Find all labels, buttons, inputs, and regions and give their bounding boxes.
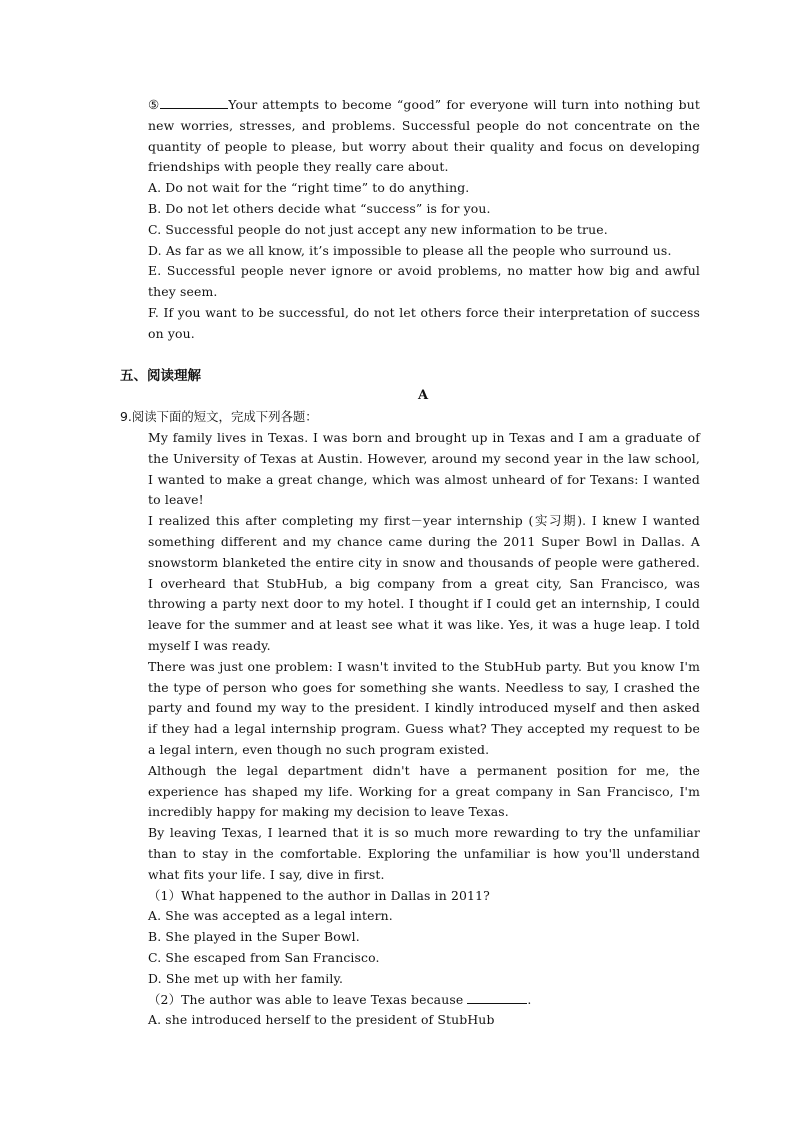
passage-letter: A — [417, 388, 429, 403]
option-b: B. Do not let others decide what “success” is for you. — [148, 200, 491, 216]
previous-question-block — [148, 95, 700, 345]
item-5-text: Your attempts to become “good” for everyone will turn into nothing but new worries, stresses, and problems. Successful people do not concentrate on the quantity of people to please, but worry about their quality and focus on developing friendships with people they really care about. — [148, 97, 700, 175]
question-intro: 9.阅读下面的短文，完成下列各题： — [120, 409, 318, 424]
item-5-paragraph — [148, 95, 700, 178]
option-e: E. Successful people never ignore or avoid problems, no matter how big and awful they seem. — [148, 263, 700, 300]
question-1-stem: （1）What happened to the author in Dallas in 2011? — [148, 887, 490, 903]
item-5-marker: ⑤ — [148, 97, 161, 112]
passage-paragraph-4: Although the legal department didn't have a permanent position for me, the experience has shaped my life. Working for a great company in San Francisco, I'm incredibly happy for making my decision to leave Texas. — [148, 762, 700, 820]
question-2-option-a: A. she introduced herself to the president of StubHub — [148, 1012, 495, 1028]
question-2-stem-text: （2）The author was able to leave Texas because — [148, 991, 468, 1007]
section-heading: 五、阅读理解 — [120, 368, 201, 384]
option-c: C. Successful people do not just accept any new information to be true. — [148, 221, 608, 237]
question-1-option-c: C. She escaped from San Francisco. — [148, 949, 380, 965]
option-f: F. If you want to be successful, do not let others force their interpretation of success on you. — [148, 304, 700, 341]
passage-paragraph-3: There was just one problem: I wasn't invited to the StubHub party. But you know I'm the type of person who goes for something she wants. Needless to say, I crashed the party and found my way to the president. I kindly introduced myself and then asked if they had a legal internship program. Guess what? They accepted my request to be a legal intern, even though no such program existed. — [148, 658, 700, 757]
reading-passage — [148, 428, 700, 1031]
answer-blank — [160, 96, 228, 109]
question-1-option-d: D. She met up with her family. — [148, 970, 344, 986]
option-d: D. As far as we all know, it’s impossible to please all the people who surround us. — [148, 242, 672, 258]
passage-paragraph-5: By leaving Texas, I learned that it is so much more rewarding to try the unfamiliar than to stay in the comfortable. Exploring the unfamiliar is how you'll understand what fits your life. I say, dive in first. — [148, 825, 700, 882]
passage-paragraph-2: I realized this after completing my first－year internship (实习期). I knew I wanted something different and my chance came during the 2011 Super Bowl in Dallas. A snowstorm blanketed the entire city in snow and thousands of people were gathered. I overheard that StubHub, a big company from a great city, San Francisco, was throwing a party next door to my hotel. I thought if I could get an internship, I could leave for the summer and at least see what it was like. Yes, it was a huge leap. I told myself I was ready. — [148, 513, 700, 653]
question-2-stem — [148, 990, 700, 1011]
question-2-stem-end: . — [527, 991, 532, 1007]
option-a: A. Do not wait for the “right time” to do anything. — [148, 180, 470, 196]
question-1-option-b: B. She played in the Super Bowl. — [148, 929, 360, 945]
question-1-option-a: A. She was accepted as a legal intern. — [148, 908, 393, 924]
passage-paragraph-1: My family lives in Texas. I was born and brought up in Texas and I am a graduate of the University of Texas at Austin. However, around my second year in the law school, I wanted to make a great change, which was almost unheard of for Texans: I wanted to leave! — [148, 430, 700, 508]
answer-blank — [467, 991, 527, 1004]
